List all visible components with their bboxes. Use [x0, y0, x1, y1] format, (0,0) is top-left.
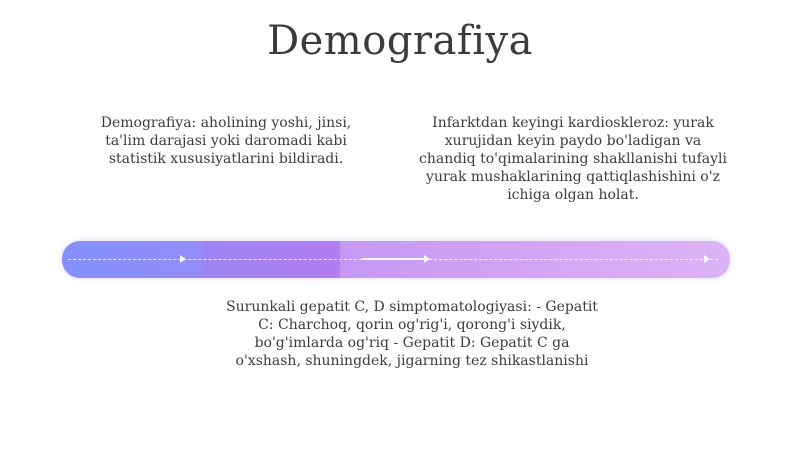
text-block-kardioskleroz: Infarktdan keyingi kardioskleroz: yurak xurujidan keyin paydo bo'ladigan va chandiq to'qimalarining shakllanishi tufayli yurak mushaklarining qattiqlashishini o'z ichiga olgan holat. [419, 115, 727, 203]
timeline-solid-line [362, 258, 426, 260]
text-block-gepatit: Surunkali gepatit C, D simptomatologiyasi: - Gepatit C: Charchoq, qorin og'rig'i, qorong'i siydik, bo'g'imlarda og'riq - Gepatit D: Gepatit C ga o'xshash, shuningdek, jigarning tez shikastlanishi [226, 299, 598, 369]
text-block-demografiya: Demografiya: aholining yoshi, jinsi, ta'lim darajasi yoki daromadi kabi statistik xususiyatlarini bildiradi. [100, 115, 352, 167]
slide-title: Demografiya [267, 18, 533, 64]
arrow-right-icon [424, 255, 430, 263]
arrow-right-icon [704, 255, 710, 263]
timeline-bar [62, 241, 730, 278]
arrow-right-icon [180, 255, 186, 263]
